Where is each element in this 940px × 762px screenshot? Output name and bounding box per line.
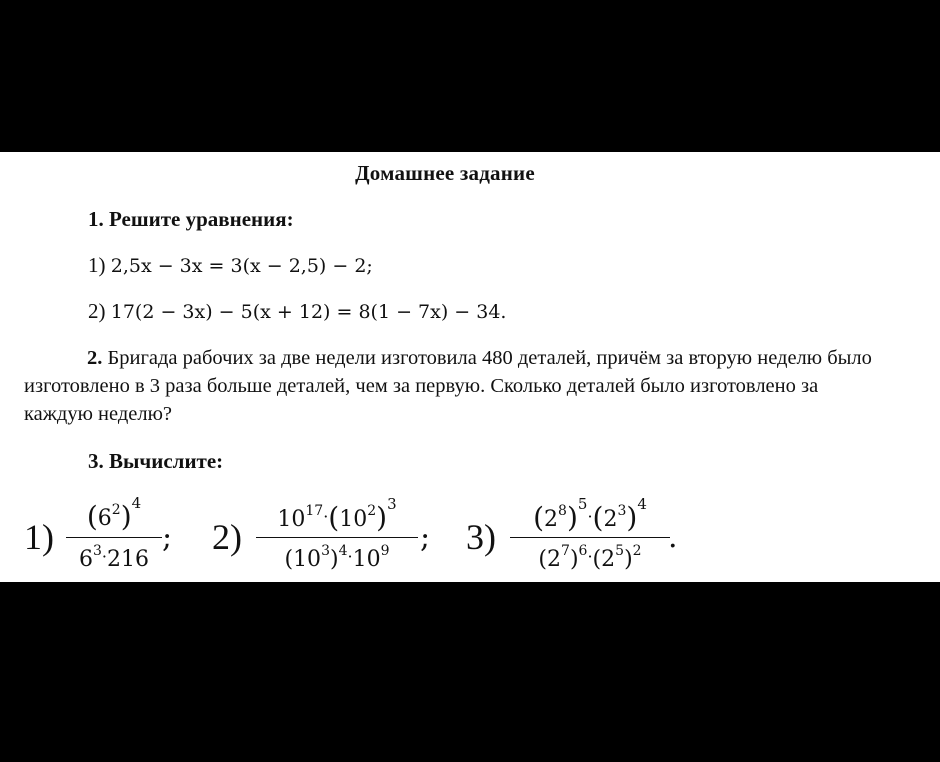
expression-1-numerator: $(6^2)^4$ — [66, 500, 162, 538]
task2-paragraph — [24, 344, 874, 428]
expression-1-fraction — [66, 494, 162, 573]
expression-2-fraction — [256, 495, 418, 573]
homework-sheet — [0, 152, 940, 582]
equation-2 — [88, 299, 506, 324]
equation-1-text: 2,5x − 3x = 3(x − 2,5) − 2; — [110, 255, 373, 277]
expressions-row — [0, 494, 940, 582]
equation-1-label: 1) — [88, 253, 106, 277]
equation-1 — [88, 253, 373, 278]
expression-2-numerator: $10^{17}\cdot(10^2)^3$ — [256, 500, 418, 538]
expression-3-end: . — [668, 520, 678, 555]
expression-1-label: 1) — [24, 517, 54, 557]
page-title: Домашнее задание — [355, 161, 535, 185]
equation-2-text: 17(2 − 3x) − 5(x + 12) = 8(1 − 7x) − 34. — [110, 301, 507, 323]
task2-text: Бригада рабочих за две недели изготовила 480 деталей, причём за вторую неделю было изготовлено в 3 раза больше деталей, чем за первую. Сколько деталей было изготовлено за каждую неделю? — [24, 347, 872, 425]
task1-heading: 1. Решите уравнения: — [88, 207, 294, 231]
expression-2-end: ; — [420, 520, 431, 555]
task3-heading: 3. Вычислите: — [88, 449, 224, 473]
expression-3-numerator: $(2^8)^5\cdot(2^3)^4$ — [510, 500, 670, 538]
task2-number: 2. — [87, 347, 103, 369]
expression-3-denominator: $(2^7)^6\cdot(2^5)^2$ — [538, 543, 642, 572]
expression-3-fraction — [510, 495, 670, 573]
expression-2-denominator: $(10^3)^4\cdot 10^9$ — [284, 543, 390, 572]
expression-1-denominator: $6^3\cdot 216$ — [78, 543, 149, 572]
equation-2-label: 2) — [88, 299, 106, 323]
expression-2-label: 2) — [212, 517, 242, 557]
expression-1-end: ; — [162, 520, 173, 555]
expression-3-label: 3) — [466, 517, 496, 557]
